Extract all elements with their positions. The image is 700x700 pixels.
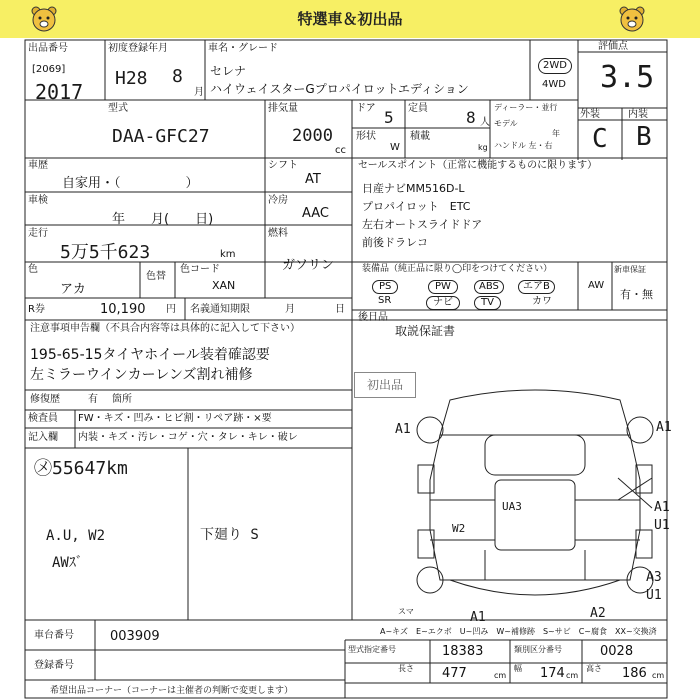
first-reg-label: 初度登録年月 (108, 43, 168, 54)
exterior-label: 外装 (580, 109, 600, 120)
car-name-label: 車名・グレード (208, 43, 278, 54)
entry-label: 記入欄 (28, 432, 58, 443)
length-label: 長さ (398, 664, 414, 673)
first-listing-stamp: 初出品 (354, 372, 416, 398)
mark-a2-bottom: A2 (590, 606, 606, 621)
mark-u1-right: U1 (654, 518, 670, 533)
equipment-tv: TV (474, 296, 501, 310)
history-label: 車歴 (28, 160, 48, 171)
damage-legend: A~キズ E~エクボ U~凹み W~補修跡 S~サビ C~腐食 XX~交換済 (380, 627, 657, 636)
model-label: 型式 (108, 103, 128, 114)
inspector-codes: FW・キズ・凹み・ヒビ割・リペア跡・×要 (78, 413, 272, 424)
mark-w2: W2 (452, 522, 466, 535)
tax-notice-label: 名義通知期限 (190, 304, 250, 315)
tax-day: 日 (335, 304, 345, 315)
lot-number: 2017 (35, 80, 84, 104)
equipment-navi: ナビ (426, 296, 460, 310)
load-unit: kg (478, 143, 488, 152)
color-value: アカ (60, 282, 86, 297)
handwritten-exterior-1: A.U, W2 (46, 528, 106, 544)
color-code-label: 色コード (180, 264, 220, 275)
designation-no-label: 型式指定番号 (348, 645, 396, 654)
chassis-no-label: 車台番号 (34, 630, 74, 641)
shift-label: シフト (268, 160, 298, 171)
capacity-unit: 人 (480, 117, 490, 128)
fuel-label: 燃料 (268, 228, 288, 239)
repair-places: 箇所 (112, 394, 132, 405)
interior-codes: 内装・キズ・汚レ・コゲ・穴・タレ・キレ・破レ (78, 432, 298, 443)
car-name: セレナ (210, 64, 247, 78)
score-label: 評価点 (598, 41, 628, 52)
color-label: 色 (28, 264, 38, 275)
equipment-aw: AW (588, 280, 605, 291)
first-reg-year: H28 (115, 68, 148, 89)
color-change-label: 色替 (146, 271, 166, 282)
year-suffix: 年 (552, 129, 560, 138)
mark-ua3: UA3 (502, 500, 522, 513)
new-car-warranty-label: 新車保証 (614, 265, 646, 274)
inspector-label: 検査員 (28, 413, 58, 424)
rear-items-value: 取説保証書 (395, 324, 456, 338)
page-title: 特選車＆初出品 (297, 10, 403, 28)
month-suffix: 月 (194, 87, 204, 98)
mileage-unit: km (220, 249, 236, 260)
car-damage-diagram (390, 380, 680, 620)
handle-label: ハンドル 左・右 (494, 141, 553, 150)
mark-a1-right: A1 (656, 420, 672, 435)
equipment-leather: カワ (532, 296, 552, 307)
category-no-value: 0028 (600, 644, 634, 659)
mark-a1-left: A1 (395, 422, 411, 437)
handwritten-mileage: ㋱55647km (34, 458, 128, 479)
ac-value: AAC (302, 206, 329, 221)
inspection-value: 年 月( 日) (112, 212, 214, 227)
lot-sub: [2069] (32, 64, 66, 75)
designation-no-value: 18383 (442, 644, 484, 659)
interior-label: 内装 (628, 109, 648, 120)
dealer-label: ディーラー・並行 (494, 103, 558, 112)
note-line-1: 195-65-15タイヤホイール装着確認要 (30, 347, 270, 363)
ac-label: 冷房 (268, 195, 288, 206)
capacity-value: 8 (466, 108, 476, 127)
interior-grade: B (636, 122, 652, 152)
wish-corner-label: 希望出品コーナー（コーナーは主催者の判断で変更します） (50, 686, 294, 696)
rear-notes-label: 後日品 (358, 312, 388, 323)
model-value: DAA-GFC27 (112, 126, 210, 147)
fuel-value: ガソリン (282, 258, 335, 273)
length-value: 477 (442, 666, 467, 681)
reg-no-label: 登録番号 (34, 660, 74, 671)
handwritten-exterior-2: AWｽﾞ (52, 555, 83, 571)
sales-point-3: 左右オートスライドドア (362, 218, 483, 231)
car-grade: ハイウェイスターGプロパイロットエディション (210, 82, 469, 96)
doors-value: 5 (384, 108, 394, 127)
shape-label: 形状 (356, 131, 376, 142)
displacement-label: 排気量 (268, 103, 298, 114)
mileage-value: 5万5千623 (60, 242, 151, 263)
note-line-2: 左ミラーウインカーレンズ割れ補修 (30, 367, 253, 383)
mark-sumi: スマ (398, 607, 414, 616)
mark-a1-right-2: A1 (654, 500, 670, 515)
inspection-label: 車検 (28, 195, 48, 206)
lot-no-label: 出品番号 (28, 43, 68, 54)
height-unit: cm (652, 671, 665, 680)
score-value: 3.5 (600, 60, 655, 95)
recycle-fee: 10,190 (100, 302, 146, 317)
mark-a3-right: A3 (646, 570, 662, 585)
equipment-sr: SR (378, 295, 392, 306)
shape-value: W (390, 142, 400, 153)
load-label: 積載 (410, 131, 430, 142)
height-value: 186 (622, 666, 647, 681)
mark-a1-bottom: A1 (470, 610, 486, 625)
length-unit: cm (494, 671, 507, 680)
sales-point-1: 日産ナビMM516D-L (362, 182, 465, 195)
doors-label: ドア (356, 103, 376, 114)
width-label: 幅 (514, 664, 522, 673)
equipment-airbag: エアB (518, 280, 555, 294)
handwritten-interior: 下廻り S (200, 527, 259, 543)
history-value: 自家用・（ ） (62, 176, 199, 191)
chassis-no-value: 003909 (110, 629, 160, 644)
equipment-ps: PS (372, 280, 398, 294)
displacement-unit: cc (335, 145, 346, 156)
repair-history-label: 修復歴 (30, 394, 60, 405)
displacement-value: 2000 (292, 126, 333, 146)
height-label: 高さ (586, 664, 602, 673)
notes-title: 注意事項申告欄（不具合内容等は具体的に記入して下さい） (30, 323, 300, 334)
mileage-label: 走行 (28, 228, 48, 239)
color-code-value: XAN (212, 279, 236, 292)
model-year-label: モデル (494, 119, 518, 128)
shift-value: AT (305, 172, 321, 187)
drive-4wd: 4WD (542, 79, 566, 90)
equipment-label: 装備品（純正品に限り◯印をつけてください） (362, 264, 553, 274)
drive-2wd: 2WD (538, 58, 572, 74)
equipment-pw: PW (428, 280, 458, 294)
exterior-grade: C (592, 124, 608, 154)
recycle-unit: 円 (166, 304, 176, 315)
width-value: 174 (540, 666, 565, 681)
width-unit: cm (566, 671, 579, 680)
category-no-label: 類別区分番号 (514, 645, 562, 654)
sales-point-4: 前後ドラレコ (362, 236, 428, 249)
capacity-label: 定員 (408, 103, 428, 114)
first-reg-month: 8 (172, 66, 183, 87)
equipment-abs: ABS (474, 280, 504, 294)
mark-u1-right-2: U1 (646, 588, 662, 603)
new-car-warranty-value: 有・無 (620, 288, 653, 301)
sales-point-2: プロパイロット ETC (362, 200, 471, 213)
tax-month: 月 (285, 304, 295, 315)
recycle-label: R券 (28, 304, 45, 315)
sales-points-label: セールスポイント（正常に機能するものに限ります） (358, 160, 598, 171)
repair-has: 有 (88, 394, 98, 405)
